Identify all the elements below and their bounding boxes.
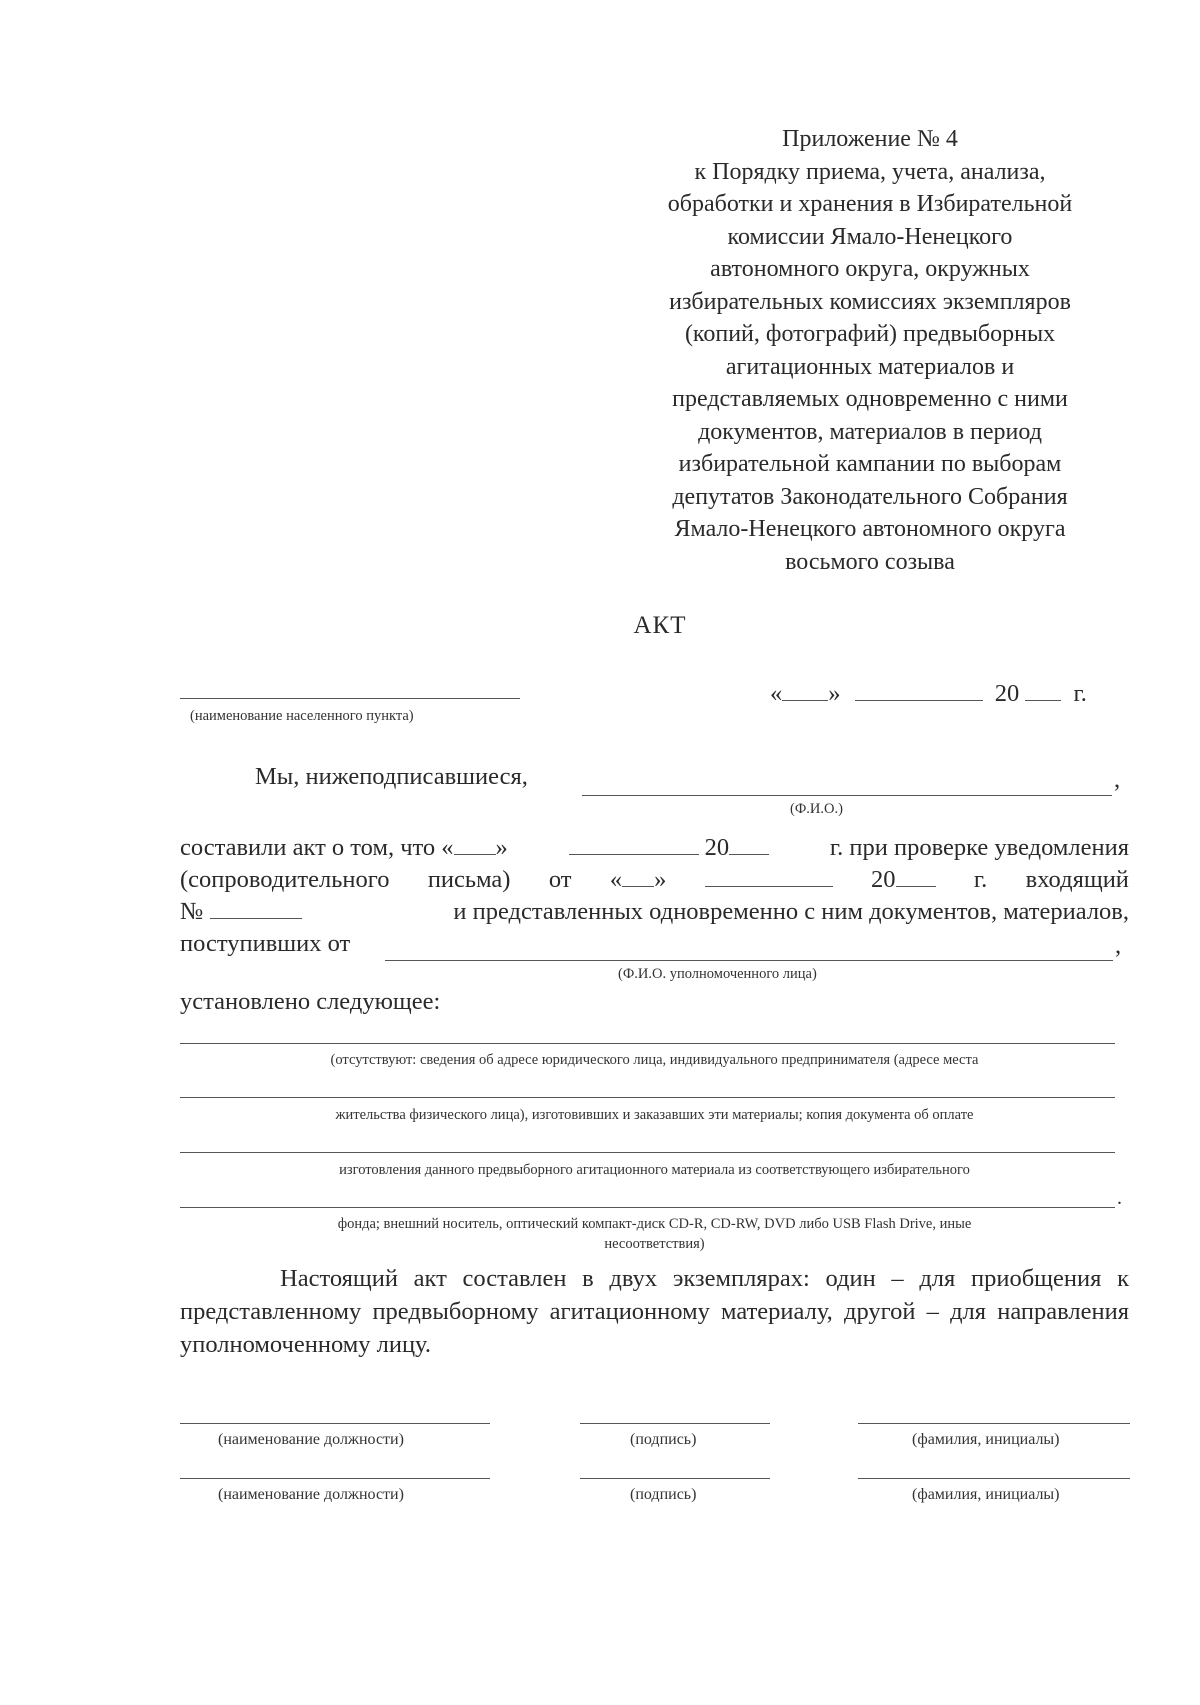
findings-line-1[interactable]: [180, 1043, 1115, 1044]
date-year-blank[interactable]: [1025, 682, 1061, 701]
letter-year-blank[interactable]: [896, 868, 936, 887]
sign-caption-1: (подпись): [630, 1431, 697, 1448]
findings-end-dot: .: [1117, 1187, 1122, 1209]
final-paragraph: Настоящий акт составлен в двух экземплярах: один – для приобщения к представленному предвыборному агитационному материалу, другой – для направления уполномоченному лицу.: [180, 1265, 1129, 1358]
appendix-line: обработки и хранения в Избирательной: [667, 191, 1073, 217]
name-caption-2: (фамилия, инициалы): [912, 1486, 1060, 1503]
body-l1-start: составили акт о том, что «: [180, 834, 454, 861]
established-text: установлено следующее:: [180, 988, 441, 1015]
note-line-1: (отсутствуют: сведения об адресе юридического лица, индивидуального предпринимателя (адресе места: [330, 1052, 979, 1068]
body-l2-f: 20: [871, 866, 896, 893]
authorized-person-input-line[interactable]: [385, 960, 1113, 961]
body-l3-number-sign: №: [180, 898, 204, 925]
signature-position-line-2[interactable]: [180, 1478, 490, 1479]
signature-position-line-1[interactable]: [180, 1423, 490, 1424]
note-line-5: несоответствия): [604, 1236, 705, 1252]
body-l3-text: и представленных одновременно с ним документов, материалов,: [453, 898, 1129, 925]
body-l2-b: письма): [427, 866, 511, 893]
body-l4-text: поступивших от: [180, 930, 351, 957]
appendix-line: к Порядку приема, учета, анализа,: [694, 158, 1046, 185]
body-l4-comma: ,: [1115, 932, 1122, 959]
findings-line-3[interactable]: [180, 1152, 1115, 1153]
body-l2-g: г.: [973, 866, 988, 893]
authorized-person-caption: (Ф.И.О. уполномоченного лица): [618, 966, 817, 982]
appendix-line: восьмого созыва: [785, 548, 955, 575]
signature-sign-line-1[interactable]: [580, 1423, 770, 1424]
position-caption-1: (наименование должности): [218, 1431, 404, 1448]
letter-day-blank[interactable]: [622, 868, 654, 887]
signature-name-line-2[interactable]: [858, 1478, 1130, 1479]
findings-line-4[interactable]: [180, 1207, 1115, 1208]
name-caption-1: (фамилия, инициалы): [912, 1431, 1060, 1448]
body-l1-end: г. при проверке уведомления: [829, 834, 1129, 861]
findings-line-2[interactable]: [180, 1097, 1115, 1098]
place-input-line[interactable]: [180, 698, 520, 699]
signature-name-line-1[interactable]: [858, 1423, 1130, 1424]
intro-text: Мы, нижеподписавшиеся,: [255, 763, 528, 790]
date-open-quote: «: [770, 680, 783, 707]
intro-comma: ,: [1114, 766, 1121, 793]
body-line-1: [180, 834, 1129, 862]
appendix-line: избирательной кампании по выборам: [678, 451, 1062, 477]
signature-sign-line-2[interactable]: [580, 1478, 770, 1479]
date-year-suffix: г.: [1073, 680, 1087, 707]
note-line-4: фонда; внешний носитель, оптический компакт-диск CD-R, CD-RW, DVD либо USB Flash Drive, иные: [337, 1216, 972, 1232]
body-line-3: [180, 898, 1129, 926]
position-caption-2: (наименование должности): [218, 1486, 404, 1503]
date-year-prefix: 20: [994, 680, 1020, 707]
appendix-line: Приложение № 4: [782, 126, 958, 152]
note-line-3: изготовления данного предвыборного агитационного материала из соответствующего избирательного: [339, 1162, 970, 1178]
letter-month-blank[interactable]: [705, 868, 833, 887]
sign-caption-2: (подпись): [630, 1486, 697, 1503]
place-caption: (наименование населенного пункта): [190, 708, 414, 724]
appendix-header: [620, 123, 1120, 578]
body-l2-h: входящий: [1025, 866, 1129, 893]
fio-caption: (Ф.И.О.): [790, 801, 843, 817]
appendix-line: автономного округа, окружных: [710, 256, 1030, 282]
body-line-2: [180, 866, 1129, 894]
body-l1-quote: »: [495, 834, 508, 861]
appendix-line: агитационных материалов и: [725, 353, 1015, 380]
appendix-line: депутатов Законодательного Собрания: [672, 483, 1068, 510]
appendix-line: избирательных комиссиях экземпляров: [669, 288, 1071, 315]
body-l2-c: от: [548, 866, 572, 893]
appendix-line: представляемых одновременно с ними: [672, 386, 1068, 412]
date-month-blank[interactable]: [855, 682, 983, 701]
date-close-quote: »: [828, 680, 841, 707]
act-title: АКТ: [633, 612, 687, 639]
incoming-number-blank[interactable]: [210, 900, 302, 919]
fio-input-line[interactable]: [582, 795, 1112, 796]
body-l2-e: »: [654, 866, 667, 893]
note-line-2: жительства физического лица), изготовивших и заказавших эти материалы; копия документа об оплате: [335, 1107, 974, 1123]
appendix-line: Ямало-Ненецкого автономного округа: [674, 516, 1066, 542]
appendix-line: комиссии Ямало-Ненецкого: [727, 223, 1013, 250]
body-l2-a: (сопроводительного: [180, 866, 390, 893]
body-l1-year: 20: [704, 834, 730, 861]
check-month-blank[interactable]: [569, 836, 699, 855]
appendix-line: документов, материалов в период: [698, 418, 1042, 445]
body-l2-d: «: [609, 866, 623, 893]
appendix-line: (копий, фотографий) предвыборных: [684, 321, 1056, 347]
check-year-blank[interactable]: [729, 836, 769, 855]
date-day-blank[interactable]: [782, 682, 828, 701]
check-day-blank[interactable]: [454, 836, 496, 855]
date-field: [770, 680, 1087, 708]
